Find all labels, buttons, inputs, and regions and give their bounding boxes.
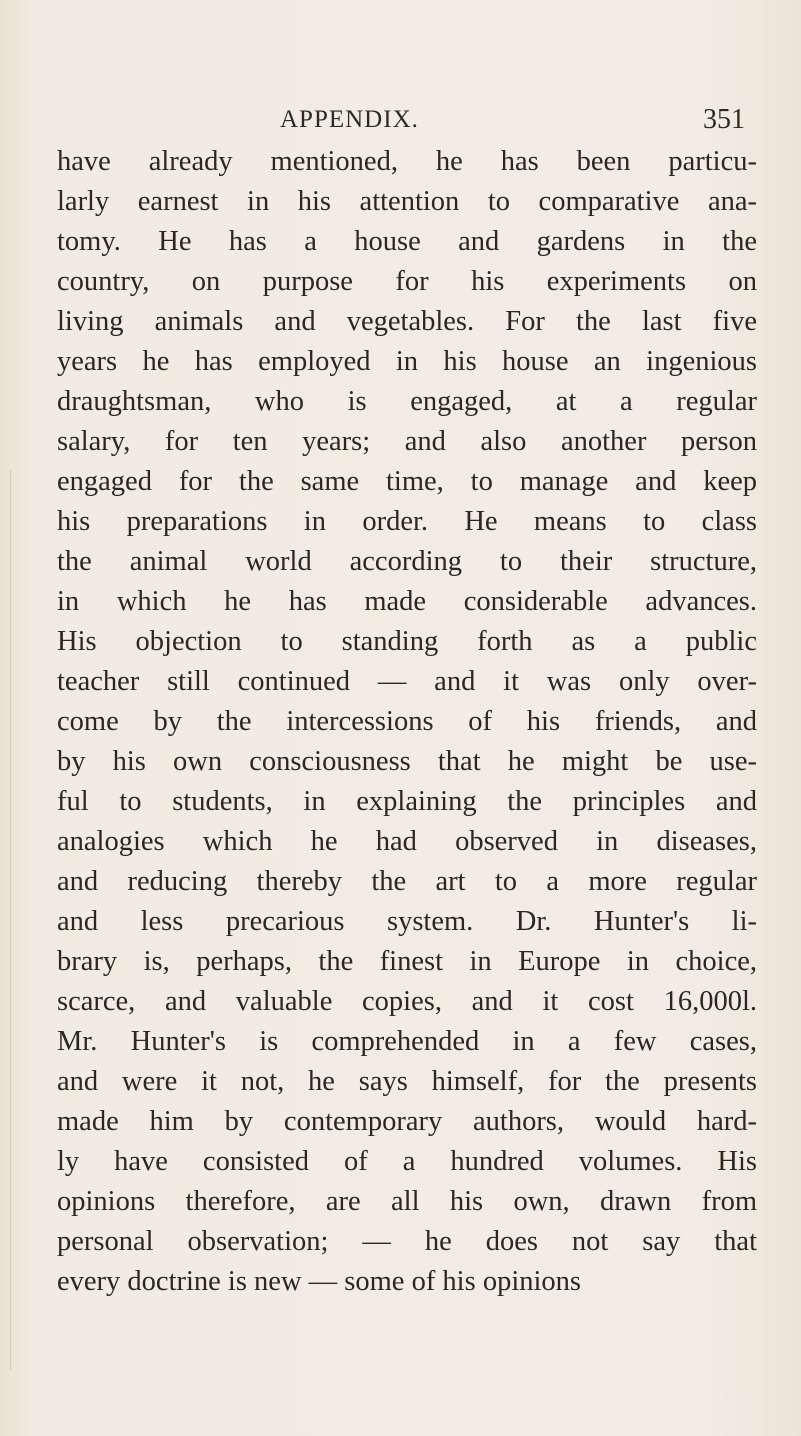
text-line: every doctrine is new — some of his opinions — [57, 1266, 581, 1297]
text-line: tomy. He has a house and gardens in the — [57, 226, 757, 257]
page-header — [0, 86, 801, 135]
text-line: come by the intercessions of his friends, and — [57, 706, 757, 737]
text-line: Mr. Hunter's is comprehended in a few cases, — [57, 1026, 757, 1057]
gutter-shadow — [10, 470, 11, 1370]
text-line: by his own consciousness that he might be use- — [57, 746, 757, 777]
text-line: analogies which he had observed in diseases, — [57, 826, 757, 857]
text-line: years he has employed in his house an ingenious — [57, 346, 757, 377]
text-line: and less precarious system. Dr. Hunter's li- — [57, 906, 757, 937]
text-line: personal observation; — he does not say that — [57, 1226, 757, 1257]
text-line: larly earnest in his attention to comparative ana- — [57, 186, 757, 217]
text-line: country, on purpose for his experiments on — [57, 266, 757, 297]
text-line: have already mentioned, he has been particu- — [57, 146, 757, 177]
text-line: his preparations in order. He means to class — [57, 506, 757, 537]
text-line: draughtsman, who is engaged, at a regular — [57, 386, 757, 417]
text-line: the animal world according to their structure, — [57, 546, 757, 577]
text-line: ly have consisted of a hundred volumes. His — [57, 1146, 757, 1177]
text-line: ful to students, in explaining the principles and — [57, 786, 757, 817]
text-line: and reducing thereby the art to a more regular — [57, 866, 757, 897]
text-line: His objection to standing forth as a public — [57, 626, 757, 657]
page-number: 351 — [703, 104, 745, 135]
text-line: teacher still continued — and it was only over- — [57, 666, 757, 697]
text-line: living animals and vegetables. For the last five — [57, 306, 757, 337]
body-text — [57, 142, 757, 1302]
text-line: brary is, perhaps, the finest in Europe in choice, — [57, 946, 757, 977]
text-line: engaged for the same time, to manage and keep — [57, 466, 757, 497]
text-line: and were it not, he says himself, for the presents — [57, 1066, 757, 1097]
running-head: APPENDIX. — [280, 106, 419, 133]
text-line: opinions therefore, are all his own, drawn from — [57, 1186, 757, 1217]
text-line: made him by contemporary authors, would hard- — [57, 1106, 757, 1137]
text-line: scarce, and valuable copies, and it cost 16,000l. — [57, 986, 757, 1017]
text-line: salary, for ten years; and also another person — [57, 426, 757, 457]
text-line: in which he has made considerable advances. — [57, 586, 757, 617]
